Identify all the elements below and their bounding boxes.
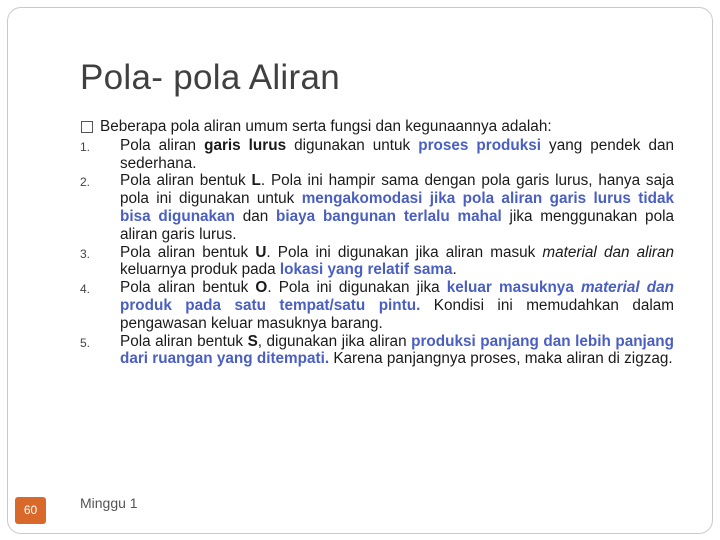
item-text-segment: jika menggunakan pola aliran garis lurus. (120, 207, 674, 243)
list-item (80, 279, 674, 332)
item-text-segment: Pola aliran bentuk (120, 279, 256, 297)
item-text-segment: digunakan untuk (286, 136, 419, 154)
item-text-segment: Pola aliran bentuk (120, 332, 248, 350)
intro-text: Beberapa pola aliran umum serta fungsi dan kegunaannya adalah: (100, 118, 552, 135)
slide-content (80, 118, 674, 368)
item-text-segment: dan (234, 207, 277, 225)
item-text-segment: keluar masuknya (446, 279, 581, 297)
item-text-segment: O (255, 279, 268, 297)
item-text-segment: . Pola ini hampir sama dengan pola garis lurus, hanya saja pola ini digunakan untuk (120, 172, 674, 208)
item-text-segment: biaya bangunan terlalu mahal (276, 207, 502, 225)
item-text-segment: material dan (580, 279, 674, 297)
item-text-segment: L (251, 172, 261, 190)
item-text-segment: . Pola ini digunakan jika aliran masuk (266, 243, 543, 261)
item-text-segment: produksi panjang dan lebih panjang dari ruangan yang ditempati. (120, 332, 674, 368)
item-number: 1. (80, 139, 91, 154)
item-text (120, 172, 674, 243)
item-text-segment: Karena panjangnya proses, maka aliran di zigzag. (329, 350, 673, 368)
item-number: 2. (80, 175, 91, 190)
item-text-segment: keluarnya produk pada (120, 261, 280, 279)
item-text-segment: Pola aliran (120, 136, 205, 154)
item-number: 5. (80, 335, 91, 350)
item-text (120, 137, 674, 173)
item-text-segment: Pola aliran bentuk (120, 172, 252, 190)
item-text (120, 279, 674, 332)
list-item (80, 137, 674, 173)
item-text-segment: U (255, 243, 267, 261)
item-number: 4. (80, 282, 91, 297)
square-bullet-icon (81, 121, 93, 133)
item-text-segment: proses produksi (418, 136, 542, 154)
slide-title: Pola- pola Aliran (80, 58, 340, 97)
item-text-segment: material dan aliran (542, 243, 674, 261)
item-text-segment: , digunakan jika aliran (257, 332, 412, 350)
list-item (80, 333, 674, 369)
item-text-segment: S (247, 332, 258, 350)
item-text-segment: garis lurus (204, 136, 287, 154)
item-text-segment: Kondisi ini memudahkan dalam pengawasan keluar masuknya barang. (120, 296, 675, 332)
page-number-badge: 60 (15, 497, 46, 524)
item-text-segment: yang pendek dan sederhana. (120, 136, 674, 172)
pattern-list (80, 137, 674, 368)
list-item (80, 244, 674, 280)
footer-text: Minggu 1 (80, 495, 138, 511)
item-text-segment: . Pola ini digunakan jika (267, 279, 447, 297)
intro-line (80, 118, 674, 136)
item-text-segment: produk pada satu tempat/satu pintu. (120, 296, 421, 314)
item-text-segment: Pola aliran bentuk (120, 243, 256, 261)
item-text-segment: mengakomodasi jika pola aliran garis lurus tidak bisa digunakan (120, 190, 674, 225)
list-item (80, 172, 674, 243)
item-text-segment: . (452, 261, 457, 279)
item-text-segment: lokasi yang relatif sama (279, 261, 453, 279)
item-text (120, 244, 674, 280)
item-number: 3. (80, 246, 91, 261)
item-text (120, 333, 674, 369)
